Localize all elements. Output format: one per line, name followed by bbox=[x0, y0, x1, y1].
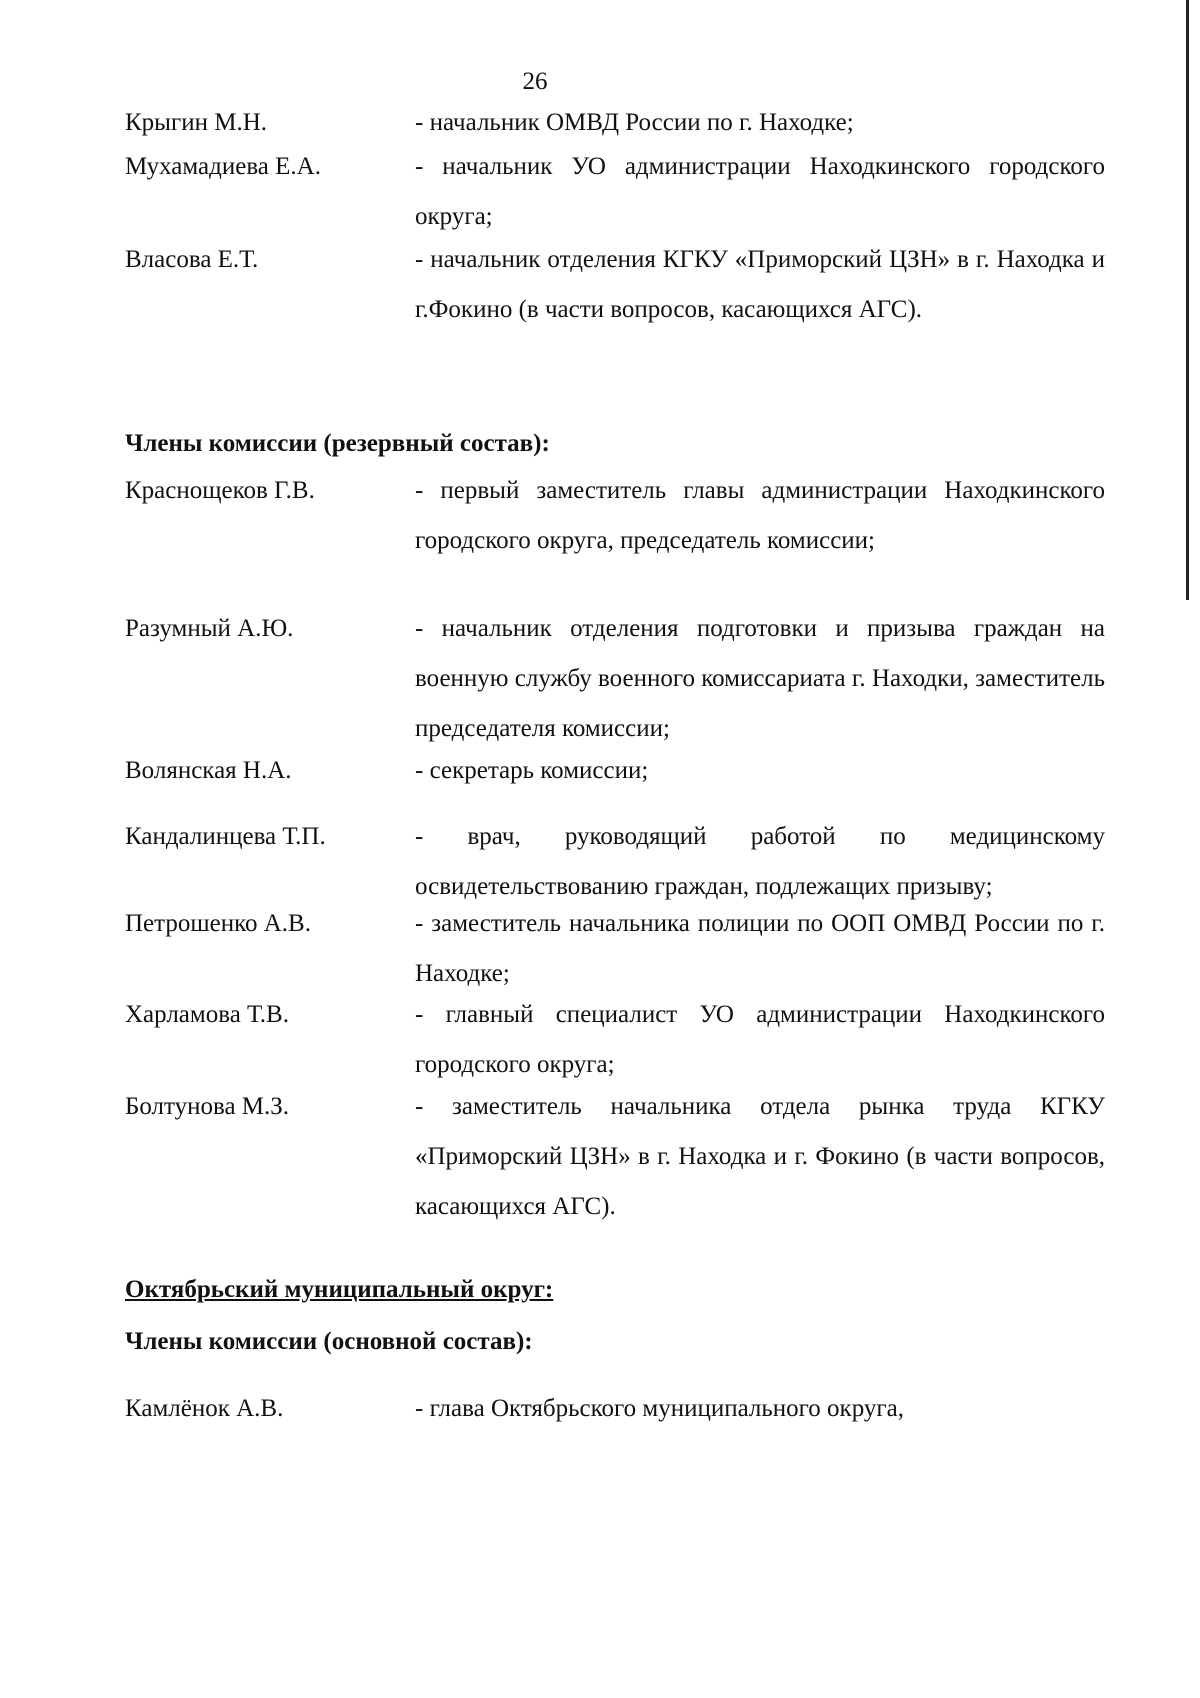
member-role: - первый заместитель главы администрации Находкинского городского округа, председатель комиссии; bbox=[415, 477, 1105, 554]
section-heading-reserve: Члены комиссии (резервный состав): bbox=[125, 430, 550, 457]
member-name: Харламова Т.В. bbox=[125, 1001, 289, 1028]
member-name: Болтунова М.З. bbox=[125, 1093, 290, 1120]
member-name: Камлёнок А.В. bbox=[125, 1395, 284, 1422]
member-role: - главный специалист УО администрации Находкинского городского округа; bbox=[415, 1001, 1105, 1078]
member-role: - заместитель начальника полиции по ООП ОМВД России по г. Находке; bbox=[415, 910, 1105, 987]
member-name: Кандалинцева Т.П. bbox=[125, 823, 326, 850]
section-heading-main: Члены комиссии (основной состав): bbox=[125, 1328, 533, 1355]
member-name: Мухамадиева Е.А. bbox=[125, 153, 321, 180]
member-name: Крыгин М.Н. bbox=[125, 109, 268, 136]
member-name: Разумный А.Ю. bbox=[125, 615, 294, 642]
member-role: - начальник ОМВД России по г. Находке; bbox=[415, 109, 854, 136]
page-number: 26 bbox=[522, 68, 548, 95]
member-role: - секретарь комиссии; bbox=[415, 757, 649, 784]
member-role: - заместитель начальника отдела рынка труда КГКУ «Приморский ЦЗН» в г. Находка и г. Фокино (в части вопросов, касающихся АГС). bbox=[415, 1093, 1105, 1220]
member-name: Власова Е.Т. bbox=[125, 246, 259, 273]
member-role: - начальник отделения подготовки и призыва граждан на военную службу военного комиссариата г. Находки, заместитель председателя комиссии; bbox=[415, 615, 1105, 742]
member-name: Петрошенко А.В. bbox=[125, 910, 311, 937]
member-role: - глава Октябрьского муниципального округа, bbox=[415, 1395, 904, 1422]
member-role: - начальник отделения КГКУ «Приморский ЦЗН» в г. Находка и г.Фокино (в части вопросов, касающихся АГС). bbox=[415, 246, 1105, 323]
member-name: Волянская Н.А. bbox=[125, 757, 292, 784]
scan-edge-line bbox=[1186, 0, 1189, 600]
member-name: Краснощеков Г.В. bbox=[125, 477, 315, 504]
member-role: - начальник УО администрации Находкинского городского округа; bbox=[415, 153, 1105, 230]
member-role: - врач, руководящий работой по медицинскому освидетельствованию граждан, подлежащих призыву; bbox=[415, 823, 1105, 900]
district-heading: Октябрьский муниципальный округ: bbox=[125, 1276, 554, 1303]
